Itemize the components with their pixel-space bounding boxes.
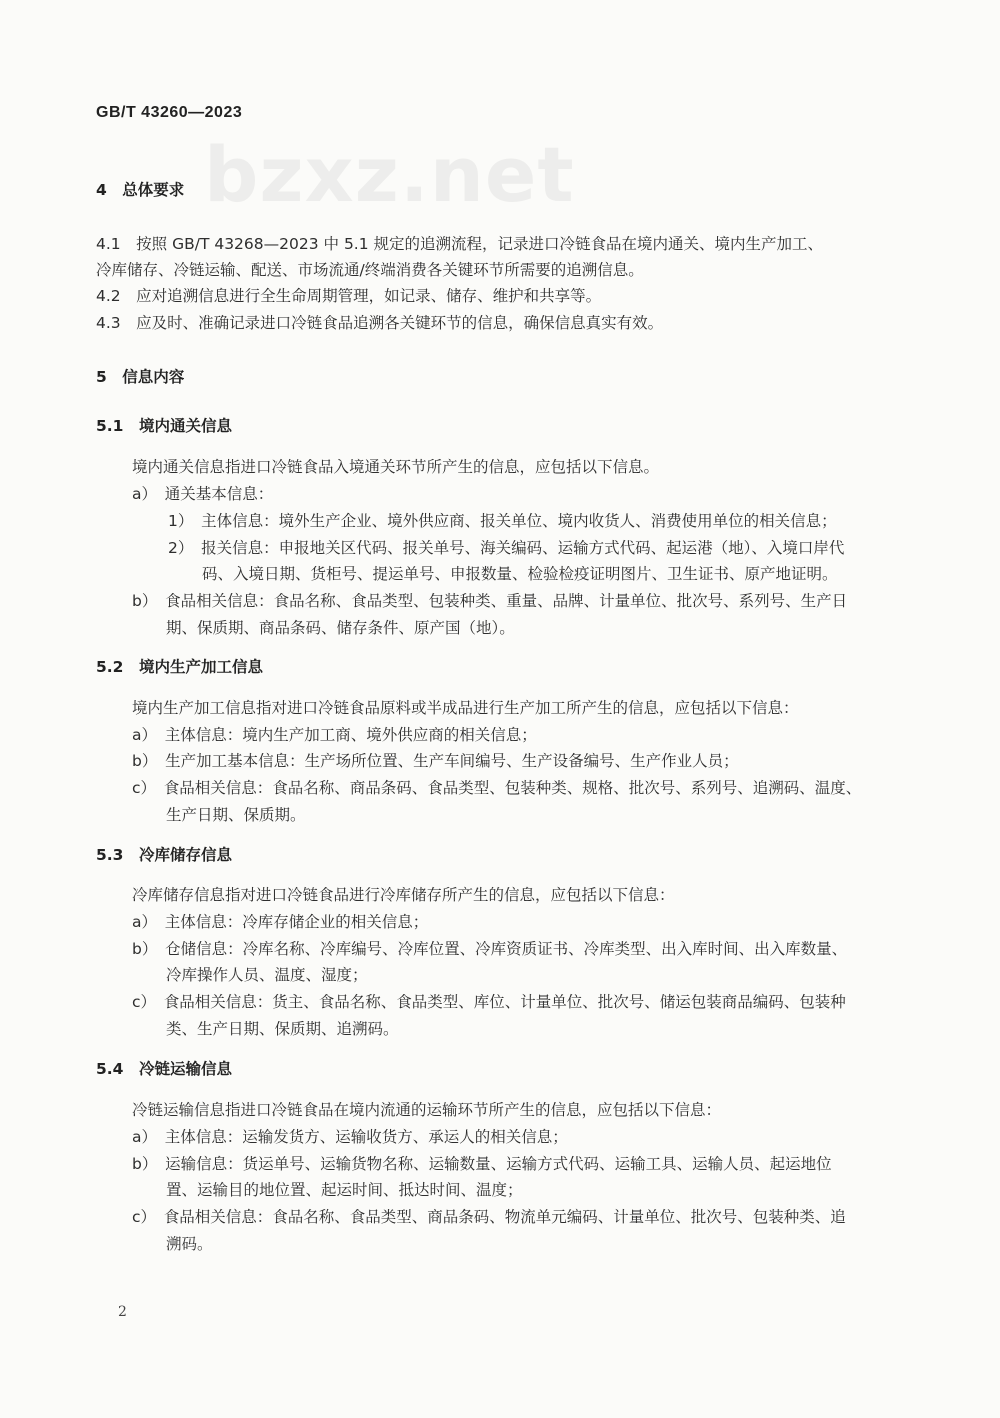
item-5-3-c-cont: 类、生产日期、保质期、追溯码。	[166, 1020, 399, 1038]
section-5-2-heading: 5.2 境内生产加工信息	[96, 658, 263, 676]
item-5-1-a-2: 2） 报关信息：申报地关区代码、报关单号、海关编码、运输方式代码、起运港（地）、入境口岸代	[168, 539, 845, 557]
item-5-1-b-cont: 期、保质期、商品条码、储存条件、原产国（地）。	[166, 619, 515, 637]
item-5-1-a-2-cont: 码、入境日期、货柜号、提运单号、申报数量、检验检疫证明图片、卫生证书、原产地证明。	[202, 565, 838, 583]
page-number: 2	[118, 1304, 127, 1320]
clause-4-1: 4.1 按照 GB/T 43268—2023 中 5.1 规定的追溯流程，记录进口冷链食品在境内通关、境内生产加工、	[96, 235, 824, 253]
section-5-4-heading: 5.4 冷链运输信息	[96, 1060, 232, 1078]
item-5-2-b: b） 生产加工基本信息：生产场所位置、生产车间编号、生产设备编号、生产作业人员；	[132, 752, 739, 770]
para-5-4-intro: 冷链运输信息指进口冷链食品在境内流通的运输环节所产生的信息，应包括以下信息：	[132, 1101, 722, 1119]
item-5-2-c: c） 食品相关信息：食品名称、商品条码、食品类型、包装种类、规格、批次号、系列号、追溯码、温度、	[132, 779, 862, 797]
item-5-2-a: a） 主体信息：境内生产加工商、境外供应商的相关信息；	[132, 726, 537, 744]
item-5-4-c-cont: 溯码。	[166, 1235, 213, 1253]
item-5-2-c-cont: 生产日期、保质期。	[166, 806, 306, 824]
item-5-1-a-1: 1） 主体信息：境外生产企业、境外供应商、报关单位、境内收货人、消费使用单位的相关信息；	[168, 512, 837, 530]
section-5-heading: 5 信息内容	[96, 368, 185, 386]
item-5-4-b-cont: 置、运输目的地位置、起运时间、抵达时间、温度；	[166, 1181, 523, 1199]
item-5-3-b: b） 仓储信息：冷库名称、冷库编号、冷库位置、冷库资质证书、冷库类型、出入库时间、出入库数量、	[132, 940, 848, 958]
section-5-3-heading: 5.3 冷库储存信息	[96, 846, 232, 864]
clause-4-2: 4.2 应对追溯信息进行全生命周期管理，如记录、储存、维护和共享等。	[96, 287, 602, 305]
para-5-3-intro: 冷库储存信息指对进口冷链食品进行冷库储存所产生的信息，应包括以下信息：	[132, 886, 675, 904]
item-5-1-b: b） 食品相关信息：食品名称、食品类型、包装种类、重量、品牌、计量单位、批次号、系列号、生产日	[132, 592, 848, 610]
clause-4-3: 4.3 应及时、准确记录进口冷链食品追溯各关键环节的信息，确保信息真实有效。	[96, 314, 664, 332]
item-5-3-c: c） 食品相关信息：货主、食品名称、食品类型、库位、计量单位、批次号、储运包装商品编码、包装种	[132, 993, 846, 1011]
para-5-2-intro: 境内生产加工信息指对进口冷链食品原料或半成品进行生产加工所产生的信息，应包括以下信息：	[132, 699, 799, 717]
item-5-4-c: c） 食品相关信息：食品名称、食品类型、商品条码、物流单元编码、计量单位、批次号、包装种类、追	[132, 1208, 846, 1226]
watermark: bzxz.net	[204, 130, 575, 219]
item-5-3-b-cont: 冷库操作人员、温度、湿度；	[166, 966, 368, 984]
document-number: GB/T 43260—2023	[96, 104, 243, 121]
clause-4-1-cont: 冷库储存、冷链运输、配送、市场流通/终端消费各关键环节所需要的追溯信息。	[96, 261, 644, 279]
para-5-1-intro: 境内通关信息指进口冷链食品入境通关环节所产生的信息，应包括以下信息。	[132, 458, 660, 476]
item-5-4-b: b） 运输信息：货运单号、运输货物名称、运输数量、运输方式代码、运输工具、运输人员、起运地位	[132, 1155, 832, 1173]
item-5-4-a: a） 主体信息：运输发货方、运输收货方、承运人的相关信息；	[132, 1128, 568, 1146]
section-4-heading: 4 总体要求	[96, 181, 185, 199]
section-5-1-heading: 5.1 境内通关信息	[96, 417, 232, 435]
item-5-1-a: a） 通关基本信息：	[132, 485, 274, 503]
item-5-3-a: a） 主体信息：冷库存储企业的相关信息；	[132, 913, 429, 931]
